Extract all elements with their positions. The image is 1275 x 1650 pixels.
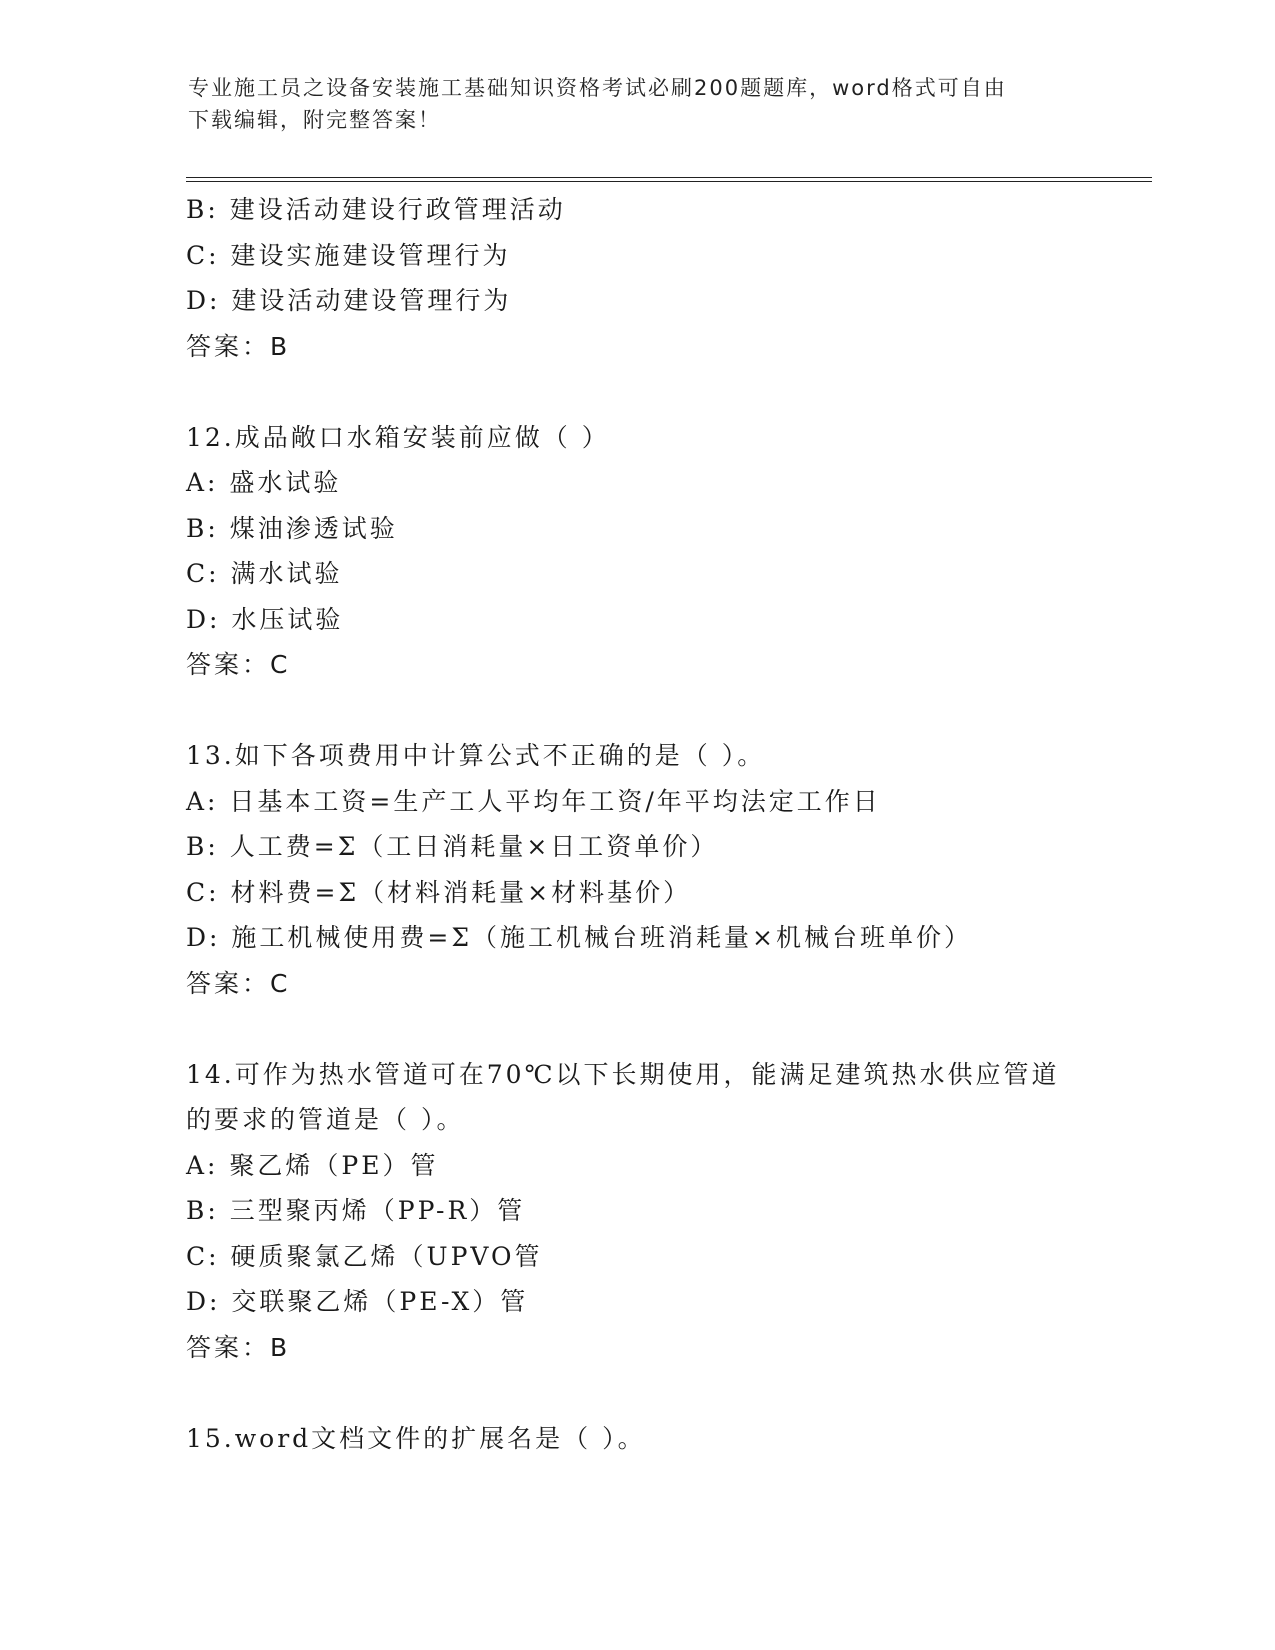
option-d: D: 水压试验 [186,604,344,634]
option-b: B: 建设活动建设行政管理活动 [186,195,566,224]
question-stem: 13.如下各项费用中计算公式不正确的是（ ）。 [186,741,766,770]
option-d: D: 交联聚乙烯（PE-X）管 [186,1287,529,1316]
question-stem-line-1: 14.可作为热水管道可在70℃以下长期使用，能满足建筑热水供应管道 [186,1059,1060,1089]
spacer [186,1006,1186,1052]
answer-line: 答案：C [186,968,291,998]
header-title-line-2: 下载编辑，附完整答案！ [188,108,441,132]
question-11 [186,187,1186,369]
question-list [186,187,1186,1461]
spacer [186,688,1186,734]
question-12 [186,415,1186,688]
question-15 [186,1416,1186,1462]
answer-line: 答案：C [186,650,291,679]
option-b: B: 人工费=Σ（工日消耗量×日工资单价） [186,832,719,861]
question-stem: 12.成品敞口水箱安装前应做（ ） [186,422,610,452]
header-title-line-1: 专业施工员之设备安装施工基础知识资格考试必刷200题题库，word格式可自由 [188,76,1007,100]
spacer [186,369,1186,415]
answer-line: 答案：B [186,331,291,361]
option-a: A: 日基本工资=生产工人平均年工资/年平均法定工作日 [186,786,881,816]
option-b: B: 煤油渗透试验 [186,513,398,543]
question-13 [186,733,1186,1006]
option-c: C: 硬质聚氯乙烯（UPVO管 [186,1241,543,1271]
option-d: D: 建设活动建设管理行为 [186,286,512,315]
option-a: A: 聚乙烯（PE）管 [186,1150,439,1180]
option-c: C: 满水试验 [186,559,343,588]
option-c: C: 建设实施建设管理行为 [186,240,511,270]
question-stem-line-2: 的要求的管道是（ ）。 [186,1105,465,1134]
header-divider-bottom [186,181,1152,182]
option-b: B: 三型聚丙烯（PP-R）管 [186,1196,526,1225]
option-a: A: 盛水试验 [186,468,342,497]
question-stem: 15.word文档文件的扩展名是（ ）。 [186,1423,646,1453]
option-d: D: 施工机械使用费=Σ（施工机械台班消耗量×机械台班单价） [186,923,972,952]
spacer [186,1370,1186,1416]
document-header [188,72,1088,136]
header-divider-top [186,177,1152,178]
option-c: C: 材料费=Σ（材料消耗量×材料基价） [186,877,692,907]
answer-line: 答案：B [186,1332,291,1362]
question-14 [186,1052,1186,1371]
